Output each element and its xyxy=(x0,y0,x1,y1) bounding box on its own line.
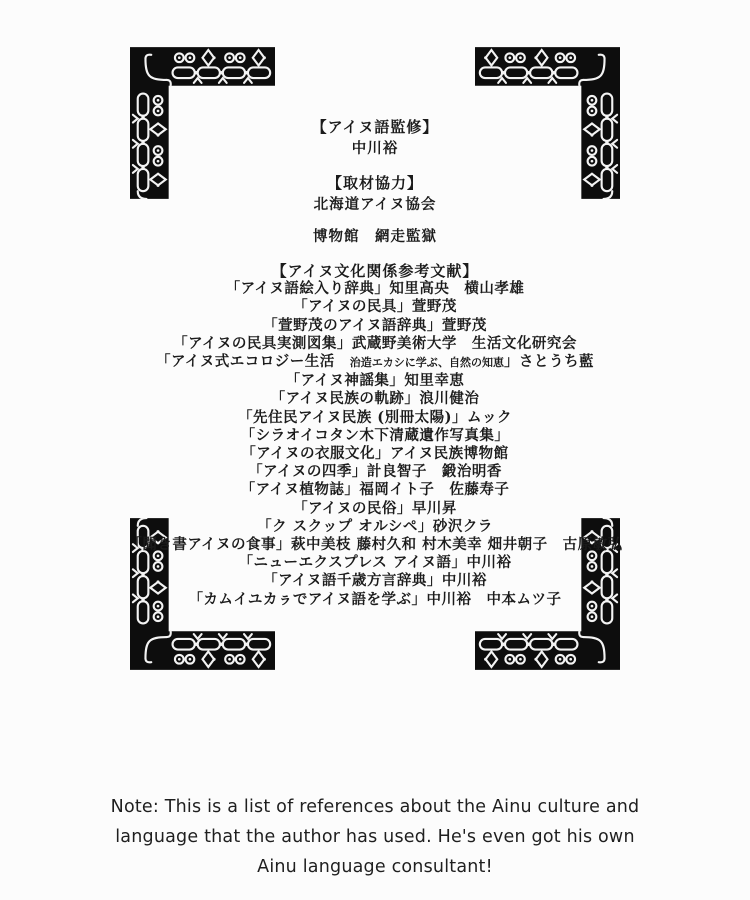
reference-item: 「アイヌの民俗」早川昇 xyxy=(293,499,457,517)
reference-item: 「アイヌの衣服文化」アイヌ民族博物館 xyxy=(241,445,509,463)
reference-item: 「アイヌの民具実測図集」武蔵野美術大学 生活文化研究会 xyxy=(173,334,577,352)
supervision-name: 中川裕 xyxy=(351,140,399,157)
reference-item: 「ニューエクスプレス アイヌ語」中川裕 xyxy=(238,554,512,572)
reference-item: 「アイヌ語絵入り辞典」知里高央 横山孝雄 xyxy=(225,280,525,298)
cooperation-museum: 博物館 網走監獄 xyxy=(313,228,437,245)
cooperation-label: 【取材協力】 xyxy=(326,174,423,192)
reference-item: 「アイヌ語千歳方言辞典」中川裕 xyxy=(263,572,487,590)
reference-item: 「アイヌ民族の軌跡」浪川健治 xyxy=(270,390,480,408)
supervision-label: 【アイヌ語監修】 xyxy=(311,118,439,136)
reference-item: 「カムイユカㇻでアイヌ語を学ぶ」中川裕 中本ムツ子 xyxy=(188,590,562,608)
cooperation-org: 北海道アイヌ協会 xyxy=(313,196,437,213)
reference-item: 「先住民アイヌ民族 (別冊太陽)」ムック xyxy=(238,408,512,426)
reference-item: 「シラオイコタン木下清蔵遺作写真集」 xyxy=(240,426,510,444)
note-line: Note: This is a list of references about the Ainu culture and xyxy=(110,797,640,817)
reference-item: 「アイヌの四季」計良智子 鍛治明香 xyxy=(248,463,502,481)
reference-item: 「聞き書アイヌの食事」萩中美枝 藤村久和 村木美幸 畑井朝子 古原敏弘 xyxy=(127,536,623,554)
references-heading: 【アイヌ文化関係参考文献】 xyxy=(271,262,479,280)
note-line: language that the author has used. He's even got his own xyxy=(115,827,635,847)
translator-note xyxy=(0,792,750,882)
reference-item: 「アイヌ植物誌」福岡イト子 佐藤寿子 xyxy=(240,481,510,499)
note-line: Ainu language consultant! xyxy=(257,857,493,877)
reference-item: 「アイヌ神謡集」知里幸恵 xyxy=(285,372,465,390)
reference-item: 「アイヌ式エコロジー生活 治造エカシに学ぶ、自然の知恵」さとうち藍 xyxy=(156,353,594,371)
credits-block xyxy=(0,116,750,609)
reference-item: 「アイヌの民具」萱野茂 xyxy=(293,298,457,316)
reference-item: 「ク スクップ オルシペ」砂沢クラ xyxy=(257,517,493,535)
reference-item: 「萱野茂のアイヌ語辞典」萱野茂 xyxy=(263,316,487,334)
references-list xyxy=(0,280,750,609)
